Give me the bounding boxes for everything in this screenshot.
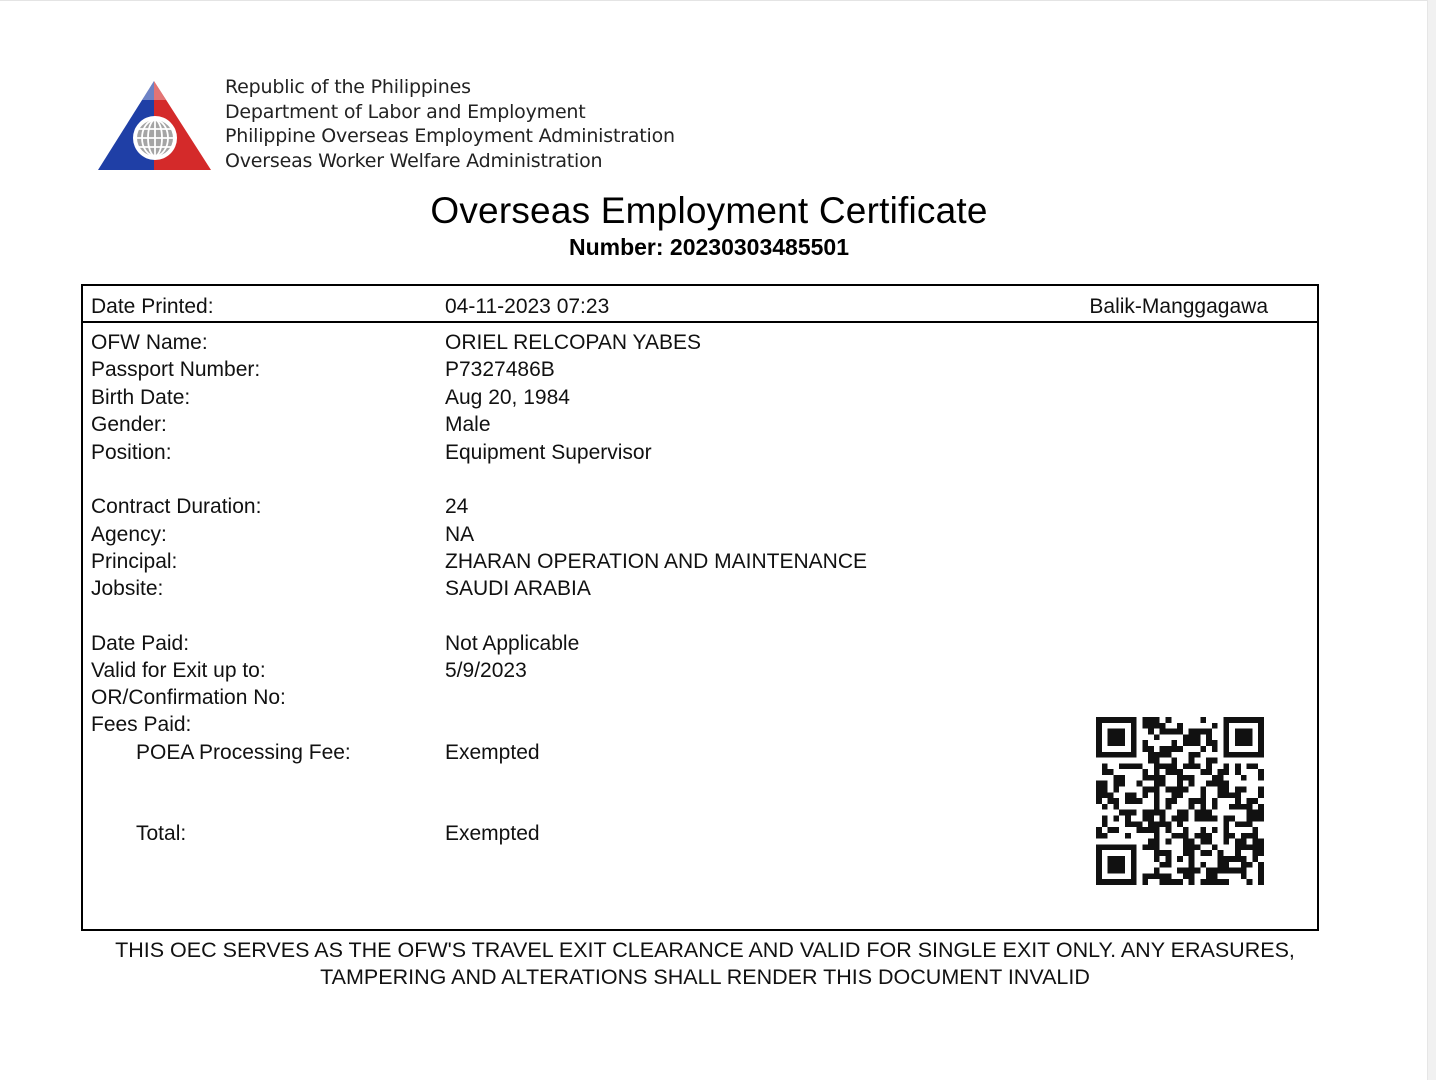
certificate-number-label: Number: [568, 234, 664, 260]
agency-line-poea: Philippine Overseas Employment Administration [225, 125, 675, 147]
date-printed-value: 04-11-2023 07:23 [445, 295, 610, 318]
fees-paid-label: Fees Paid: [91, 713, 192, 736]
poea-fee-value: Exempted [445, 741, 540, 764]
birth-date-value: Aug 20, 1984 [445, 386, 570, 409]
contract-duration-value: 24 [445, 495, 469, 518]
certificate-number-value: 20230303485501 [669, 234, 850, 260]
agency-label: Agency: [91, 523, 167, 546]
certificate-number [0, 234, 1418, 261]
valid-exit-value: 5/9/2023 [445, 659, 527, 682]
document-title: Overseas Employment Certificate [430, 190, 988, 231]
ofw-name-label: OFW Name: [91, 331, 208, 354]
passport-label: Passport Number: [91, 358, 261, 381]
agency-line-dole: Department of Labor and Employment [225, 100, 586, 123]
scrollbar[interactable] [1427, 0, 1436, 1080]
jobsite-label: Jobsite: [91, 577, 164, 600]
qr-code-icon [1096, 717, 1264, 885]
principal-label: Principal: [91, 550, 178, 573]
footer-disclaimer [0, 937, 1410, 991]
date-printed-label: Date Printed: [91, 295, 214, 318]
total-label: Total: [136, 822, 187, 845]
date-paid-label: Date Paid: [91, 632, 190, 655]
total-value: Exempted [445, 822, 540, 845]
position-label: Position: [91, 441, 172, 464]
date-paid-value: Not Applicable [445, 632, 580, 655]
position-value: Equipment Supervisor [445, 441, 652, 464]
principal-value: ZHARAN OPERATION AND MAINTENANCE [445, 550, 867, 573]
jobsite-value: SAUDI ARABIA [445, 577, 591, 600]
birth-date-label: Birth Date: [91, 386, 191, 409]
poea-fee-label: POEA Processing Fee: [136, 741, 351, 764]
passport-value: P7327486B [445, 358, 555, 381]
agency-line-owwa: Overseas Worker Welfare Administration [225, 149, 603, 172]
or-confirmation-label: OR/Confirmation No: [91, 686, 286, 709]
valid-exit-label: Valid for Exit up to: [91, 659, 266, 682]
top-border [0, 0, 1436, 1]
gender-value: Male [445, 413, 491, 436]
gender-label: Gender: [91, 413, 167, 436]
ofw-name-value: ORIEL RELCOPAN YABES [445, 331, 701, 354]
footer-line-1: THIS OEC SERVES AS THE OFW'S TRAVEL EXIT CLEARANCE AND VALID FOR SINGLE EXIT ONLY. ANY ERASURES, [115, 938, 1295, 962]
certificate-box [81, 284, 1319, 931]
contract-duration-label: Contract Duration: [91, 495, 262, 518]
agency-value: NA [445, 523, 475, 546]
header-divider [83, 321, 1317, 323]
footer-line-2: TAMPERING AND ALTERATIONS SHALL RENDER THIS DOCUMENT INVALID [320, 965, 1090, 989]
agency-lines [225, 75, 675, 173]
worker-type: Balik-Manggagawa [1089, 295, 1268, 318]
dole-logo-icon [96, 76, 214, 174]
agency-line-republic: Republic of the Philippines [225, 76, 471, 98]
